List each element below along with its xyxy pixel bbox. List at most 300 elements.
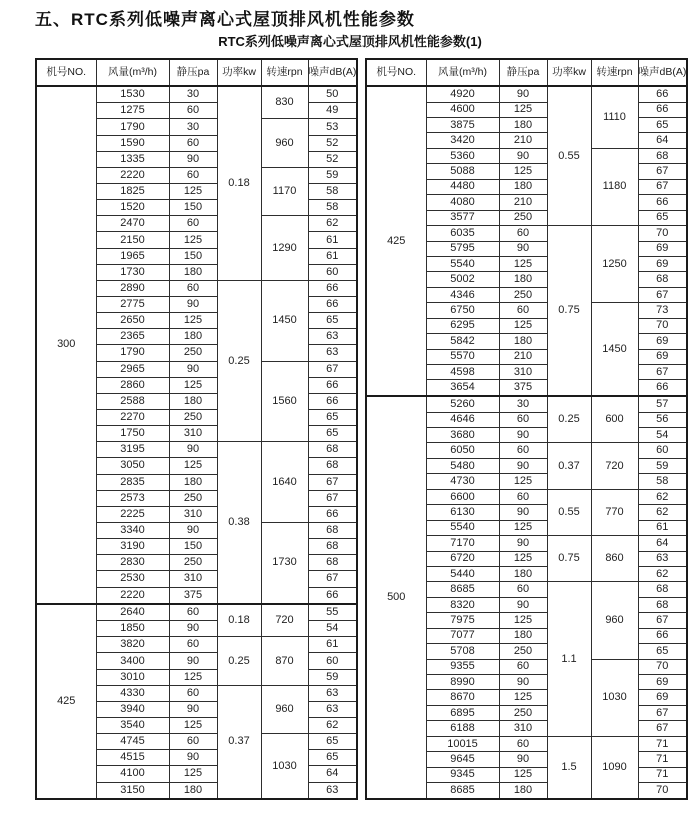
noise-cell: 62: [638, 505, 687, 520]
power-cell: 0.38: [217, 442, 261, 604]
speed-cell: 720: [591, 443, 638, 489]
pressure-cell: 210: [499, 195, 547, 210]
flow-cell: 6130: [426, 505, 499, 520]
pressure-cell: 125: [499, 474, 547, 489]
pressure-cell: 210: [499, 133, 547, 148]
pressure-cell: 30: [499, 396, 547, 412]
noise-cell: 50: [308, 86, 357, 103]
noise-cell: 62: [638, 489, 687, 504]
noise-cell: 70: [638, 318, 687, 333]
noise-cell: 66: [308, 587, 357, 604]
noise-cell: 61: [308, 637, 357, 653]
column-header-flow: 风量(m³/h): [426, 59, 499, 86]
power-cell: 0.37: [547, 443, 591, 489]
noise-cell: 57: [638, 396, 687, 412]
pressure-cell: 310: [169, 506, 217, 522]
flow-cell: 3400: [96, 653, 169, 669]
noise-cell: 69: [638, 241, 687, 256]
pressure-cell: 60: [169, 637, 217, 653]
flow-cell: 5088: [426, 164, 499, 179]
flow-cell: 3940: [96, 701, 169, 717]
pressure-cell: 310: [499, 365, 547, 380]
pressure-cell: 90: [499, 505, 547, 520]
power-cell: 0.75: [547, 226, 591, 396]
speed-cell: 1110: [591, 86, 638, 148]
flow-cell: 9345: [426, 767, 499, 782]
flow-cell: 3190: [96, 539, 169, 555]
performance-table-left: [35, 58, 358, 800]
noise-cell: 66: [638, 195, 687, 210]
column-header-machine: 机号NO.: [366, 59, 426, 86]
flow-cell: 2640: [96, 604, 169, 621]
flow-cell: 8670: [426, 690, 499, 705]
pressure-cell: 90: [499, 597, 547, 612]
flow-cell: 3010: [96, 669, 169, 685]
pressure-cell: 60: [499, 736, 547, 751]
pressure-cell: 90: [169, 653, 217, 669]
pressure-cell: 90: [499, 458, 547, 473]
noise-cell: 68: [638, 272, 687, 287]
pressure-cell: 30: [169, 119, 217, 135]
noise-cell: 62: [308, 718, 357, 734]
machine-no-cell: 300: [36, 86, 96, 604]
flow-cell: 3420: [426, 133, 499, 148]
pressure-cell: 125: [169, 458, 217, 474]
column-header-power: 功率kw: [547, 59, 591, 86]
noise-cell: 65: [308, 409, 357, 425]
flow-cell: 4730: [426, 474, 499, 489]
column-header-noise: 噪声dB(A): [638, 59, 687, 86]
flow-cell: 2965: [96, 361, 169, 377]
noise-cell: 66: [638, 380, 687, 396]
power-cell: 1.1: [547, 582, 591, 736]
header-row: [36, 59, 357, 86]
noise-cell: 67: [638, 365, 687, 380]
pressure-cell: 90: [499, 752, 547, 767]
flow-cell: 8320: [426, 597, 499, 612]
pressure-cell: 60: [499, 659, 547, 674]
pressure-cell: 250: [169, 490, 217, 506]
power-cell: 0.25: [217, 637, 261, 685]
pressure-cell: 90: [169, 621, 217, 637]
data-row: [366, 86, 687, 102]
flow-cell: 2365: [96, 329, 169, 345]
column-header-pressure: 静压pa: [499, 59, 547, 86]
flow-cell: 6050: [426, 443, 499, 458]
flow-cell: 1965: [96, 248, 169, 264]
flow-cell: 3820: [96, 637, 169, 653]
pressure-cell: 125: [499, 613, 547, 628]
noise-cell: 61: [308, 248, 357, 264]
noise-cell: 64: [638, 536, 687, 551]
flow-cell: 7975: [426, 613, 499, 628]
flow-cell: 9645: [426, 752, 499, 767]
power-cell: 0.55: [547, 86, 591, 226]
flow-cell: 2530: [96, 571, 169, 587]
flow-cell: 3577: [426, 210, 499, 225]
noise-cell: 69: [638, 675, 687, 690]
column-header-flow: 风量(m³/h): [96, 59, 169, 86]
speed-cell: 1640: [261, 442, 308, 523]
speed-cell: 870: [261, 637, 308, 685]
flow-cell: 3875: [426, 118, 499, 133]
pressure-cell: 90: [499, 536, 547, 551]
noise-cell: 56: [638, 412, 687, 427]
machine-no-cell: 425: [36, 604, 96, 799]
pressure-cell: 250: [169, 409, 217, 425]
noise-cell: 67: [308, 571, 357, 587]
noise-cell: 63: [308, 345, 357, 361]
pressure-cell: 180: [169, 393, 217, 409]
speed-cell: 1170: [261, 167, 308, 215]
noise-cell: 65: [638, 644, 687, 659]
machine-no-cell: 425: [366, 86, 426, 396]
flow-cell: 5440: [426, 566, 499, 581]
noise-cell: 59: [638, 458, 687, 473]
flow-cell: 1520: [96, 200, 169, 216]
flow-cell: 5480: [426, 458, 499, 473]
power-cell: 0.25: [217, 280, 261, 441]
flow-cell: 4080: [426, 195, 499, 210]
pressure-cell: 125: [169, 232, 217, 248]
noise-cell: 65: [308, 313, 357, 329]
noise-cell: 70: [638, 783, 687, 799]
pressure-cell: 180: [499, 334, 547, 349]
flow-cell: 5842: [426, 334, 499, 349]
flow-cell: 1730: [96, 264, 169, 280]
flow-cell: 8990: [426, 675, 499, 690]
pressure-cell: 90: [169, 297, 217, 313]
pressure-cell: 180: [499, 628, 547, 643]
speed-cell: 1730: [261, 522, 308, 603]
pressure-cell: 150: [169, 200, 217, 216]
noise-cell: 49: [308, 103, 357, 119]
pressure-cell: 90: [499, 428, 547, 443]
flow-cell: 3150: [96, 782, 169, 799]
header-row: [366, 59, 687, 86]
noise-cell: 64: [638, 133, 687, 148]
noise-cell: 59: [308, 669, 357, 685]
speed-cell: 960: [591, 582, 638, 659]
noise-cell: 67: [638, 613, 687, 628]
flow-cell: 8685: [426, 582, 499, 597]
pressure-cell: 90: [169, 750, 217, 766]
flow-cell: 2150: [96, 232, 169, 248]
pressure-cell: 180: [169, 782, 217, 799]
noise-cell: 62: [308, 216, 357, 232]
pressure-cell: 60: [499, 226, 547, 241]
column-header-machine: 机号NO.: [36, 59, 96, 86]
pressure-cell: 125: [169, 766, 217, 782]
speed-cell: 830: [261, 86, 308, 119]
power-cell: 0.37: [217, 685, 261, 799]
noise-cell: 54: [638, 428, 687, 443]
flow-cell: 3680: [426, 428, 499, 443]
speed-cell: 1450: [261, 280, 308, 361]
flow-cell: 1590: [96, 135, 169, 151]
pressure-cell: 375: [169, 587, 217, 604]
flow-cell: 2470: [96, 216, 169, 232]
noise-cell: 69: [638, 349, 687, 364]
pressure-cell: 60: [499, 412, 547, 427]
flow-cell: 10015: [426, 736, 499, 751]
noise-cell: 60: [308, 653, 357, 669]
flow-cell: 8685: [426, 783, 499, 799]
flow-cell: 6895: [426, 705, 499, 720]
pressure-cell: 375: [499, 380, 547, 396]
flow-cell: 5002: [426, 272, 499, 287]
noise-cell: 68: [308, 522, 357, 538]
flow-cell: 4346: [426, 287, 499, 302]
noise-cell: 63: [308, 782, 357, 799]
pressure-cell: 250: [499, 705, 547, 720]
noise-cell: 59: [308, 167, 357, 183]
flow-cell: 1275: [96, 103, 169, 119]
noise-cell: 68: [308, 458, 357, 474]
pressure-cell: 125: [169, 377, 217, 393]
column-header-noise: 噪声dB(A): [308, 59, 357, 86]
flow-cell: 2860: [96, 377, 169, 393]
flow-cell: 2220: [96, 587, 169, 604]
speed-cell: 1030: [591, 659, 638, 736]
power-cell: 0.18: [217, 86, 261, 280]
noise-cell: 68: [308, 442, 357, 458]
flow-cell: 2890: [96, 280, 169, 296]
noise-cell: 73: [638, 303, 687, 318]
speed-cell: 1250: [591, 226, 638, 303]
flow-cell: 6188: [426, 721, 499, 736]
noise-cell: 66: [308, 377, 357, 393]
pressure-cell: 180: [499, 179, 547, 194]
noise-cell: 68: [308, 539, 357, 555]
flow-cell: 6035: [426, 226, 499, 241]
pressure-cell: 60: [169, 685, 217, 701]
noise-cell: 58: [638, 474, 687, 489]
flow-cell: 1825: [96, 184, 169, 200]
flow-cell: 4330: [96, 685, 169, 701]
flow-cell: 2225: [96, 506, 169, 522]
noise-cell: 67: [638, 179, 687, 194]
noise-cell: 63: [308, 329, 357, 345]
noise-cell: 68: [638, 148, 687, 163]
pressure-cell: 60: [499, 443, 547, 458]
flow-cell: 5540: [426, 256, 499, 271]
speed-cell: 770: [591, 489, 638, 535]
flow-cell: 2588: [96, 393, 169, 409]
speed-cell: 1290: [261, 216, 308, 281]
flow-cell: 4920: [426, 86, 499, 102]
power-cell: 0.18: [217, 604, 261, 637]
noise-cell: 65: [308, 426, 357, 442]
power-cell: 0.75: [547, 536, 591, 582]
noise-cell: 66: [308, 297, 357, 313]
pressure-cell: 30: [169, 86, 217, 103]
flow-cell: 5540: [426, 520, 499, 535]
noise-cell: 65: [308, 750, 357, 766]
noise-cell: 69: [638, 690, 687, 705]
noise-cell: 60: [638, 443, 687, 458]
flow-cell: 1750: [96, 426, 169, 442]
flow-cell: 7077: [426, 628, 499, 643]
flow-cell: 1790: [96, 345, 169, 361]
noise-cell: 71: [638, 736, 687, 751]
flow-cell: 4600: [426, 102, 499, 117]
flow-cell: 2775: [96, 297, 169, 313]
flow-cell: 3050: [96, 458, 169, 474]
machine-no-cell: 500: [366, 396, 426, 799]
speed-cell: 960: [261, 685, 308, 733]
performance-table-right: [365, 58, 688, 800]
flow-cell: 1790: [96, 119, 169, 135]
column-header-speed: 转速rpn: [591, 59, 638, 86]
noise-cell: 68: [638, 582, 687, 597]
flow-cell: 4745: [96, 734, 169, 750]
pressure-cell: 250: [169, 555, 217, 571]
flow-cell: 3340: [96, 522, 169, 538]
speed-cell: 1090: [591, 736, 638, 799]
pressure-cell: 180: [499, 783, 547, 799]
pressure-cell: 125: [499, 256, 547, 271]
flow-cell: 5708: [426, 644, 499, 659]
pressure-cell: 60: [169, 280, 217, 296]
speed-cell: 860: [591, 536, 638, 582]
noise-cell: 61: [308, 232, 357, 248]
noise-cell: 62: [638, 566, 687, 581]
noise-cell: 70: [638, 226, 687, 241]
noise-cell: 66: [638, 628, 687, 643]
pressure-cell: 180: [169, 264, 217, 280]
flow-cell: 6600: [426, 489, 499, 504]
flow-cell: 5360: [426, 148, 499, 163]
noise-cell: 58: [308, 200, 357, 216]
flow-cell: 5570: [426, 349, 499, 364]
flow-cell: 2650: [96, 313, 169, 329]
pressure-cell: 90: [169, 522, 217, 538]
data-row: [36, 86, 357, 103]
pressure-cell: 310: [169, 571, 217, 587]
pressure-cell: 60: [169, 216, 217, 232]
speed-cell: 600: [591, 396, 638, 443]
noise-cell: 67: [308, 361, 357, 377]
data-row: [366, 396, 687, 412]
flow-cell: 5795: [426, 241, 499, 256]
pressure-cell: 125: [169, 184, 217, 200]
pressure-cell: 90: [499, 675, 547, 690]
power-cell: 1.5: [547, 736, 591, 799]
speed-cell: 1030: [261, 734, 308, 799]
noise-cell: 65: [638, 118, 687, 133]
speed-cell: 1180: [591, 148, 638, 225]
flow-cell: 2220: [96, 167, 169, 183]
pressure-cell: 180: [169, 329, 217, 345]
noise-cell: 67: [638, 287, 687, 302]
pressure-cell: 125: [499, 551, 547, 566]
noise-cell: 66: [308, 393, 357, 409]
noise-cell: 61: [638, 520, 687, 535]
pressure-cell: 60: [169, 604, 217, 621]
pressure-cell: 90: [169, 151, 217, 167]
noise-cell: 58: [308, 184, 357, 200]
power-cell: 0.55: [547, 489, 591, 535]
noise-cell: 69: [638, 334, 687, 349]
noise-cell: 67: [308, 490, 357, 506]
pressure-cell: 90: [499, 148, 547, 163]
pressure-cell: 150: [169, 539, 217, 555]
column-header-speed: 转速rpn: [261, 59, 308, 86]
pressure-cell: 60: [499, 489, 547, 504]
noise-cell: 68: [638, 597, 687, 612]
flow-cell: 1850: [96, 621, 169, 637]
table-caption: RTC系列低噪声离心式屋顶排风机性能参数(1): [218, 34, 482, 49]
speed-cell: 1450: [591, 303, 638, 396]
pressure-cell: 180: [499, 566, 547, 581]
pressure-cell: 210: [499, 349, 547, 364]
noise-cell: 67: [308, 474, 357, 490]
pressure-cell: 250: [499, 644, 547, 659]
flow-cell: 4480: [426, 179, 499, 194]
pressure-cell: 60: [499, 303, 547, 318]
pressure-cell: 125: [499, 318, 547, 333]
noise-cell: 71: [638, 767, 687, 782]
noise-cell: 52: [308, 151, 357, 167]
pressure-cell: 125: [169, 313, 217, 329]
speed-cell: 720: [261, 604, 308, 637]
noise-cell: 65: [308, 734, 357, 750]
noise-cell: 67: [638, 705, 687, 720]
pressure-cell: 250: [499, 287, 547, 302]
pressure-cell: 90: [499, 241, 547, 256]
flow-cell: 6750: [426, 303, 499, 318]
noise-cell: 63: [308, 685, 357, 701]
pressure-cell: 125: [169, 669, 217, 685]
flow-cell: 4515: [96, 750, 169, 766]
power-cell: 0.25: [547, 396, 591, 443]
flow-cell: 9355: [426, 659, 499, 674]
pressure-cell: 180: [499, 272, 547, 287]
noise-cell: 64: [308, 766, 357, 782]
page-title: 五、RTC系列低噪声离心式屋顶排风机性能参数: [35, 10, 415, 29]
flow-cell: 7170: [426, 536, 499, 551]
pressure-cell: 250: [499, 210, 547, 225]
noise-cell: 54: [308, 621, 357, 637]
pressure-cell: 60: [499, 582, 547, 597]
pressure-cell: 310: [169, 426, 217, 442]
pressure-cell: 180: [169, 474, 217, 490]
noise-cell: 52: [308, 135, 357, 151]
noise-cell: 66: [308, 280, 357, 296]
pressure-cell: 90: [169, 701, 217, 717]
flow-cell: 4646: [426, 412, 499, 427]
flow-cell: 2830: [96, 555, 169, 571]
noise-cell: 67: [638, 721, 687, 736]
flow-cell: 2270: [96, 409, 169, 425]
speed-cell: 1560: [261, 361, 308, 442]
noise-cell: 66: [638, 102, 687, 117]
pressure-cell: 250: [169, 345, 217, 361]
pressure-cell: 310: [499, 721, 547, 736]
pressure-cell: 60: [169, 734, 217, 750]
flow-cell: 2573: [96, 490, 169, 506]
flow-cell: 3540: [96, 718, 169, 734]
noise-cell: 69: [638, 256, 687, 271]
noise-cell: 70: [638, 659, 687, 674]
pressure-cell: 125: [499, 102, 547, 117]
noise-cell: 66: [308, 506, 357, 522]
noise-cell: 60: [308, 264, 357, 280]
noise-cell: 53: [308, 119, 357, 135]
column-header-pressure: 静压pa: [169, 59, 217, 86]
noise-cell: 55: [308, 604, 357, 621]
